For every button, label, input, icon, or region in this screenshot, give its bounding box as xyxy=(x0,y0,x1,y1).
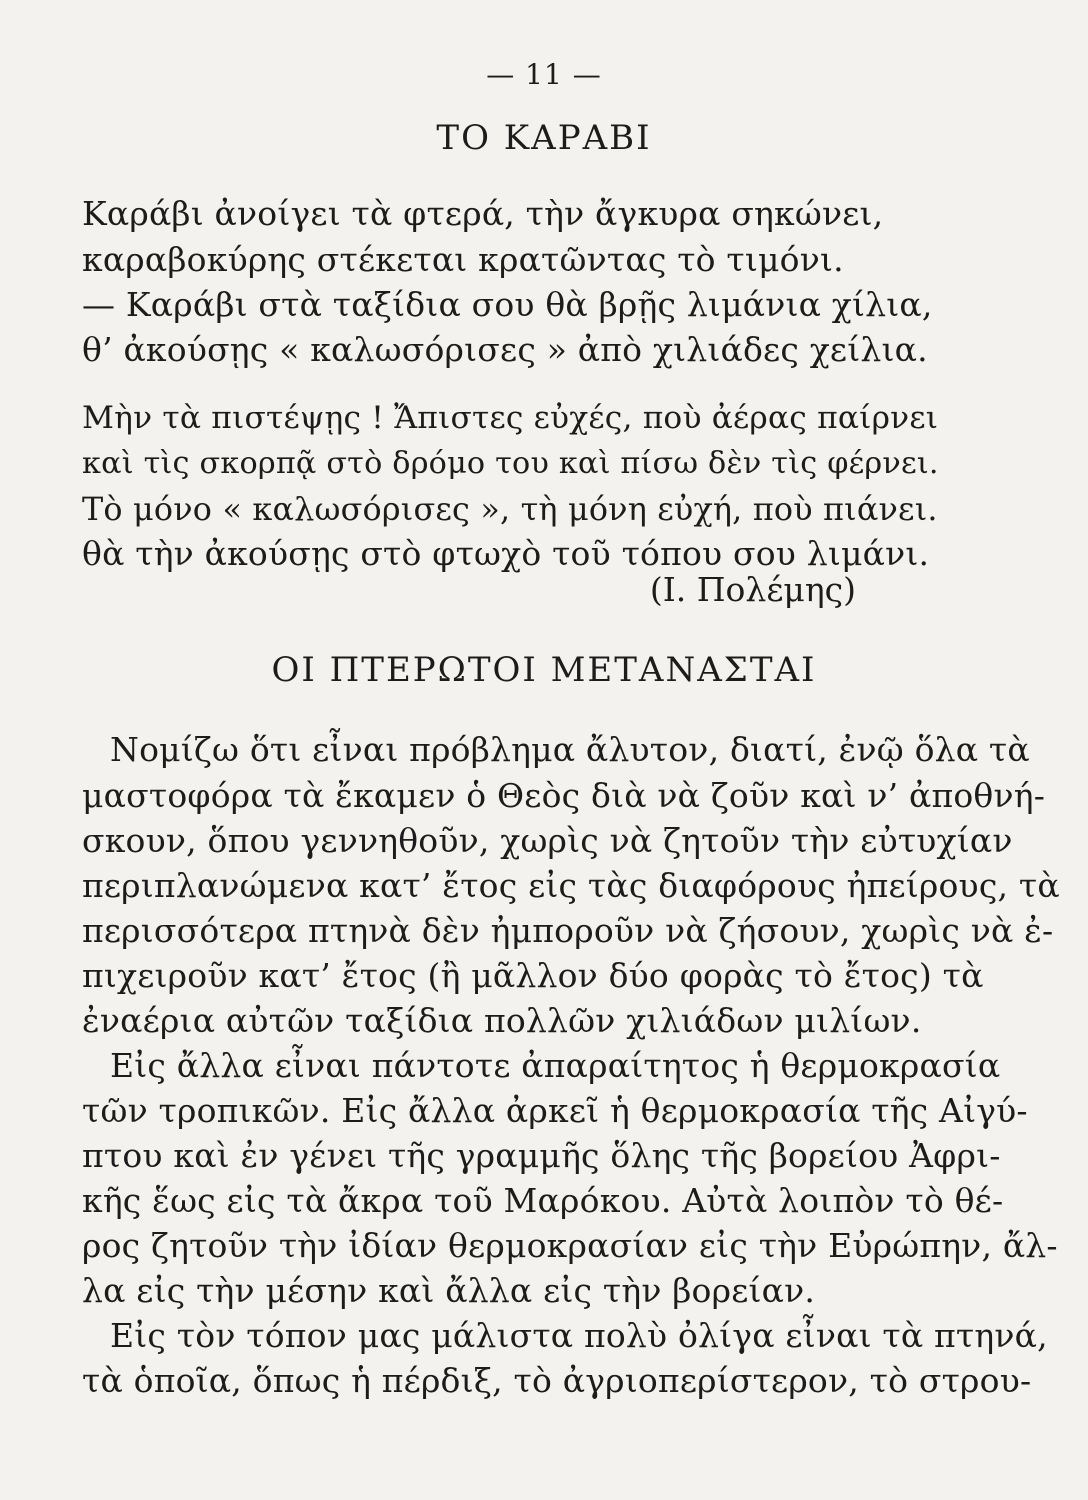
paragraph-line: μαστοφόρα τὰ ἔκαμεν ὁ Θεὸς διὰ νὰ ζοῦν καὶ ν’ ἀποθνή- xyxy=(82,776,1046,815)
poem-line: Τὸ μόνο « καλωσόρισες », τὴ μόνη εὐχή, ποὺ πιάνει. xyxy=(82,490,938,528)
poem-author: (Ι. Πολέμης) xyxy=(649,570,856,609)
paragraph-line: λα εἰς τὴν μέσην καὶ ἄλλα εἰς τὴν βορείαν. xyxy=(82,1271,816,1310)
article-title: ΟΙ ΠΤΕΡΩΤΟΙ ΜΕΤΑΝΑΣΤΑΙ xyxy=(271,650,817,690)
paragraph-line: περισσότερα πτηνὰ δὲν ἠμποροῦν νὰ ζήσουν, χωρὶς νὰ ἐ- xyxy=(82,911,1054,950)
paragraph-line: Εἰς τὸν τόπον μας μάλιστα πολὺ ὀλίγα εἶναι τὰ πτηνά, xyxy=(110,1316,1048,1355)
poem-title: ΤΟ ΚΑΡΑΒΙ xyxy=(436,118,652,158)
paragraph-line: ἐναέρια αὐτῶν ταξίδια πολλῶν χιλιάδων μιλίων. xyxy=(82,1001,922,1040)
page-number: — 11 — xyxy=(486,58,602,91)
poem-line: καὶ τὶς σκορπᾷ στὸ δρόμο του καὶ πίσω δὲν τὶς φέρνει. xyxy=(82,446,939,481)
poem-line: Καράβι ἀνοίγει τὰ φτερά, τὴν ἄγκυρα σηκώνει, xyxy=(82,194,884,233)
poem-line: Μὴν τὰ πιστέψῃς ! Ἄπιστες εὐχές, ποὺ ἀέρας παίρνει xyxy=(82,400,939,436)
paragraph-line: Εἰς ἄλλα εἶναι πάντοτε ἀπαραίτητος ἡ θερμοκρασία xyxy=(110,1046,1001,1085)
poem-line: θ’ ἀκούσῃς « καλωσόρισες » ἀπὸ χιλιάδες χείλια. xyxy=(82,330,928,369)
paragraph-line: πιχειροῦν κατ’ ἔτος (ἢ μᾶλλον δύο φορὰς τὸ ἔτος) τὰ xyxy=(82,956,984,995)
paragraph-line: κῆς ἕως εἰς τὰ ἄκρα τοῦ Μαρόκου. Αὐτὰ λοιπὸν τὸ θέ- xyxy=(82,1181,1004,1220)
paragraph-line: Νομίζω ὅτι εἶναι πρόβλημα ἄλυτον, διατί, ἐνῷ ὅλα τὰ xyxy=(110,730,1030,769)
paragraph-line: τῶν τροπικῶν. Εἰς ἄλλα ἀρκεῖ ἡ θερμοκρασία τῆς Αἰγύ- xyxy=(82,1091,1028,1130)
paragraph-line: τὰ ὁποῖα, ὅπως ἡ πέρδιξ, τὸ ἀγριοπερίστερον, τὸ στρου- xyxy=(82,1361,1032,1400)
paragraph-line: ρος ζητοῦν τὴν ἰδίαν θερμοκρασίαν εἰς τὴν Εὐρώπην, ἄλ- xyxy=(82,1226,1058,1265)
poem-line: καραβοκύρης στέκεται κρατῶντας τὸ τιμόνι. xyxy=(82,240,844,279)
paragraph-line: πτου καὶ ἐν γένει τῆς γραμμῆς ὅλης τῆς βορείου Ἀφρι- xyxy=(82,1136,1001,1175)
poem-line: θὰ τὴν ἀκούσῃς στὸ φτωχὸ τοῦ τόπου σου λιμάνι. xyxy=(82,534,930,573)
paragraph-line: σκουν, ὅπου γεννηθοῦν, χωρὶς νὰ ζητοῦν τὴν εὐτυχίαν xyxy=(82,821,1013,860)
poem-line: — Καράβι στὰ ταξίδια σου θὰ βρῇς λιμάνια χίλια, xyxy=(82,285,933,324)
paragraph-line: περιπλανώμενα κατ’ ἔτος εἰς τὰς διαφόρους ἠπείρους, τὰ xyxy=(82,866,1060,905)
